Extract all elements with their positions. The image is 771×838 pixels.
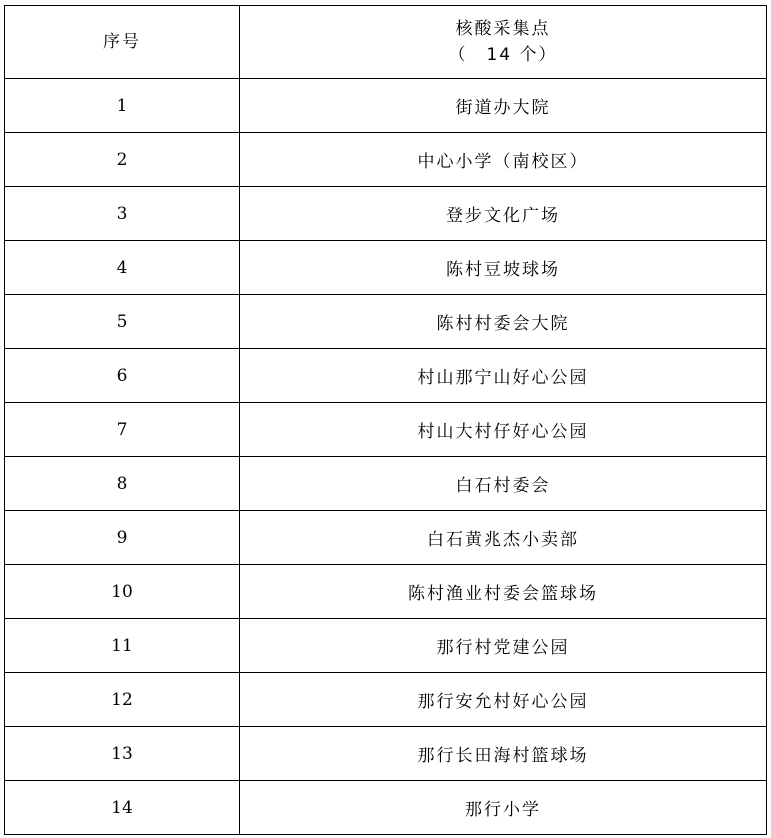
row-site-name: 街道办大院	[240, 79, 767, 133]
row-site-name: 中心小学（南校区）	[240, 133, 767, 187]
table-row	[5, 187, 767, 241]
row-number: 9	[5, 511, 240, 565]
row-site-name: 陈村渔业村委会篮球场	[240, 565, 767, 619]
table-row	[5, 565, 767, 619]
table-row	[5, 781, 767, 835]
row-site-name: 那行村党建公园	[240, 619, 767, 673]
row-number: 7	[5, 403, 240, 457]
row-number: 6	[5, 349, 240, 403]
table-row	[5, 349, 767, 403]
row-site-name: 陈村豆坡球场	[240, 241, 767, 295]
row-site-name: 登步文化广场	[240, 187, 767, 241]
row-site-name: 那行小学	[240, 781, 767, 835]
row-site-name: 村山大村仔好心公园	[240, 403, 767, 457]
table-row	[5, 133, 767, 187]
table-header-row	[5, 6, 767, 79]
table-row	[5, 673, 767, 727]
table-row	[5, 619, 767, 673]
row-number: 5	[5, 295, 240, 349]
header-site-title: 核酸采集点	[455, 19, 551, 39]
row-site-name: 白石黄兆杰小卖部	[240, 511, 767, 565]
row-number: 12	[5, 673, 240, 727]
row-number: 3	[5, 187, 240, 241]
testing-sites-table	[4, 5, 767, 835]
row-number: 1	[5, 79, 240, 133]
header-site-count: （ 14 个）	[448, 45, 558, 65]
table-row	[5, 295, 767, 349]
row-site-name: 陈村村委会大院	[240, 295, 767, 349]
table-row	[5, 403, 767, 457]
row-number: 2	[5, 133, 240, 187]
row-number: 10	[5, 565, 240, 619]
row-number: 4	[5, 241, 240, 295]
row-number: 14	[5, 781, 240, 835]
header-site	[240, 6, 767, 79]
row-number: 8	[5, 457, 240, 511]
header-number: 序号	[5, 6, 240, 79]
row-site-name: 那行长田海村篮球场	[240, 727, 767, 781]
table-row	[5, 79, 767, 133]
row-number: 11	[5, 619, 240, 673]
row-site-name: 村山那宁山好心公园	[240, 349, 767, 403]
table-row	[5, 511, 767, 565]
row-site-name: 那行安允村好心公园	[240, 673, 767, 727]
table-row	[5, 727, 767, 781]
table-row	[5, 457, 767, 511]
row-site-name: 白石村委会	[240, 457, 767, 511]
table-row	[5, 241, 767, 295]
row-number: 13	[5, 727, 240, 781]
